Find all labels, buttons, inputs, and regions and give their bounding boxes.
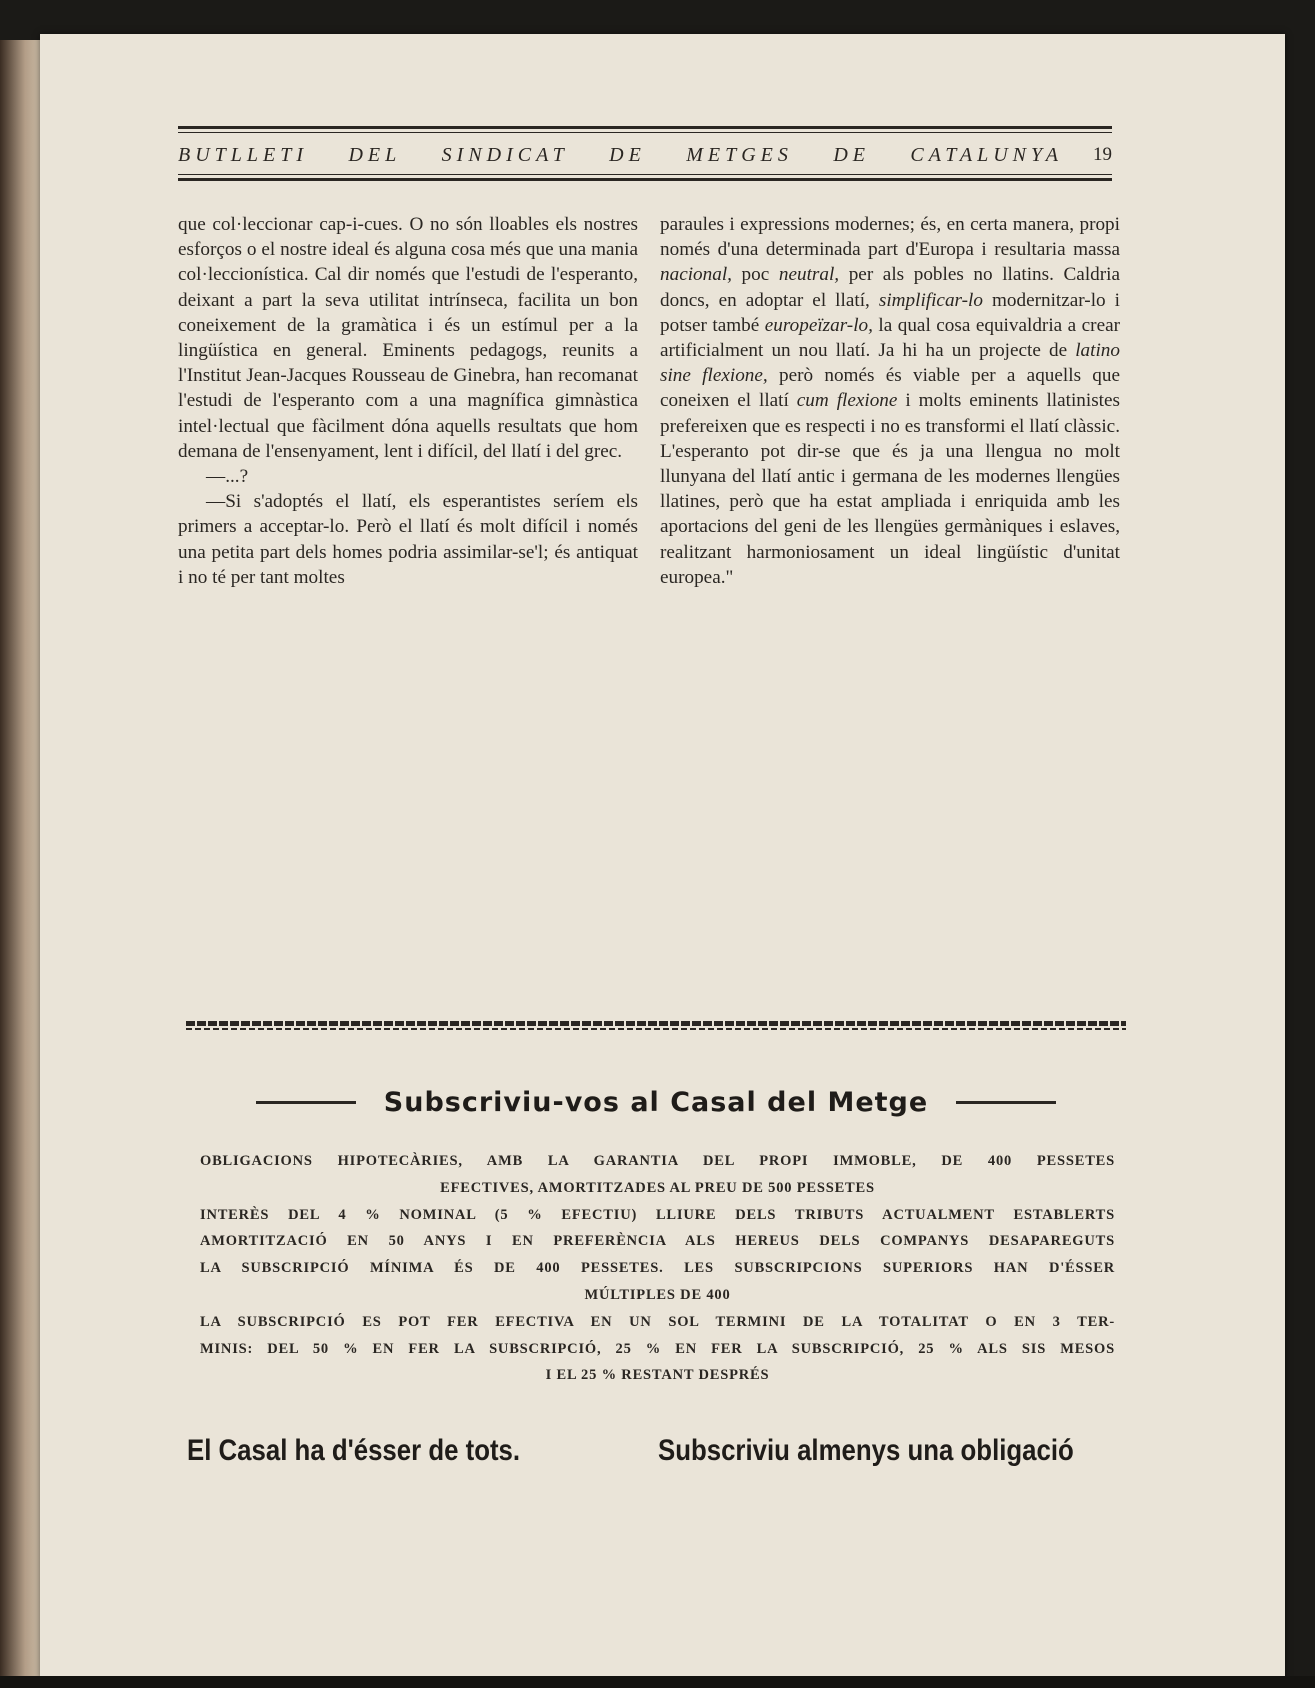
right-italic-5: latino sine flexione,	[660, 340, 1120, 387]
paragraph: —...?	[206, 466, 249, 488]
ad-line: MÚLTIPLES DE 400	[584, 1286, 731, 1303]
right-text-1: paraules i expressions modernes; és, en certa manera, propi només d'una determinada part d'Europa i resultaria massa	[660, 214, 1120, 261]
heading-dash-right	[956, 1101, 1056, 1104]
ad-line: LA SUBSCRIPCIÓ MÍNIMA ÉS DE 400 PESSETES. LES SUBSCRIPCIONS SUPERIORS HAN D'ÉSSER	[200, 1260, 1115, 1277]
right-text-5: la qual cosa equivaldria a crear artificialment un nou llatí. Ja hi ha un projecte de	[660, 314, 1120, 362]
scan-border	[0, 1676, 1315, 1688]
ad-line: OBLIGACIONS HIPOTECÀRIES, AMB LA GARANTIA DEL PROPI IMMOBLE, DE 400 PESSETES	[200, 1153, 1115, 1169]
paragraph: —Si s'adoptés el llatí, els esperantistes seríem els primers a acceptar-lo. Però el llatí és molt difícil i només una petita part dels homes podria assimilar-se'l; és antiquat i no té per tant moltes	[178, 491, 638, 588]
right-italic-6: cum flexione	[796, 390, 898, 412]
right-text-7: i molts eminents llatinistes prefereixen que es respecti i no es transformi el llatí clàssic. L'esperanto pot dir-se que és ja una llengua no molt llunyana del llatí antic i germana de les modernes llengües llatines, però que ha estat ampliada i enriquida amb les aportacions del geni de les llengües germàniques i eslaves, realitzant harmoniosament un ideal lingüístic d'unitat europea."	[660, 390, 1120, 588]
right-italic-4: europeïzar-lo,	[764, 314, 873, 336]
ad-line: AMORTITZACIÓ EN 50 ANYS I EN PREFERÈNCIA ALS HEREUS DELS COMPANYS DESAPAREGUTS	[200, 1233, 1115, 1250]
slogan-left: El Casal ha d'ésser de tots.	[187, 1434, 521, 1467]
right-italic-3: simplificar-lo	[878, 289, 983, 311]
left-column	[178, 212, 638, 590]
right-text-3: per als pobles no llatins. Caldria doncs, en adoptar el llatí,	[660, 264, 1120, 311]
header-rule-top-thin	[178, 132, 1112, 133]
ad-heading	[186, 1084, 1126, 1120]
ad-title: Subscriviu-vos al Casal del Metge	[383, 1086, 929, 1118]
journal-title	[178, 144, 1093, 167]
right-italic-2: neutral,	[778, 264, 840, 286]
title-word: SINDICAT	[441, 143, 569, 166]
title-word: CATALUNYA	[910, 143, 1063, 166]
slogan-right: Subscriviu almenys una obligació	[658, 1434, 1074, 1467]
title-word: DE	[609, 143, 646, 166]
ad-line: I EL 25 % RESTANT DESPRÉS	[545, 1367, 770, 1384]
right-text-2: poc	[731, 264, 779, 286]
running-head	[178, 141, 1112, 169]
header-rule-bottom-thin	[178, 174, 1112, 175]
title-word: DEL	[348, 143, 402, 166]
right-column	[660, 212, 1120, 590]
right-text-4: modernitzar-lo i potser també	[660, 289, 1120, 336]
paragraph: que col·leccionar cap-i-cues. O no són lloables els nostres esforços o el nostre ideal és alguna cosa més que una mania col·leccionística. Cal dir només que l'estudi de l'esperanto, deixant a part la seva utilitat intrínseca, facilita un bon coneixement de la gramàtica i és un estímul per a la lingüística en general. Eminents pedagogs, reunits a l'Institut Jean-Jacques Rousseau de Ginebra, han recomanat l'estudi de l'esperanto com a una magnífica gimnàstica intel·lectual que fàcilment dóna aquells resultats que hom demana de l'ensenyament, lent i difícil, del llatí i del grec.	[178, 214, 638, 462]
page-edge	[0, 40, 42, 1688]
title-word: DE	[833, 143, 870, 166]
title-word: METGES	[686, 143, 793, 166]
title-word: BUTLLETI	[178, 143, 309, 166]
ad-line: EFECTIVES, AMORTITZADES AL PREU DE 500 PESSETES	[440, 1179, 875, 1196]
ad-line: INTERÈS DEL 4 % NOMINAL (5 % EFECTIU) LLIURE DELS TRIBUTS ACTUALMENT ESTABLERTS	[200, 1206, 1115, 1223]
ad-line: LA SUBSCRIPCIÓ ES POT FER EFECTIVA EN UN SOL TERMINI DE LA TOTALITAT O EN 3 TER-	[200, 1313, 1115, 1330]
right-italic-1: nacional,	[660, 264, 732, 286]
right-text-6: però només és viable per a aquells que coneixen el llatí	[660, 365, 1121, 412]
ad-body	[200, 1148, 1115, 1389]
section-divider-thin	[186, 1028, 1126, 1030]
header-rule-top	[178, 126, 1112, 129]
section-divider	[186, 1021, 1126, 1026]
heading-dash-left	[256, 1101, 356, 1104]
ad-line: MINIS: DEL 50 % EN FER LA SUBSCRIPCIÓ, 25 % EN FER LA SUBSCRIPCIÓ, 25 % ALS SIS MESOS	[200, 1340, 1115, 1357]
header-rule-bottom	[178, 178, 1112, 181]
page-number: 19	[1093, 144, 1112, 165]
